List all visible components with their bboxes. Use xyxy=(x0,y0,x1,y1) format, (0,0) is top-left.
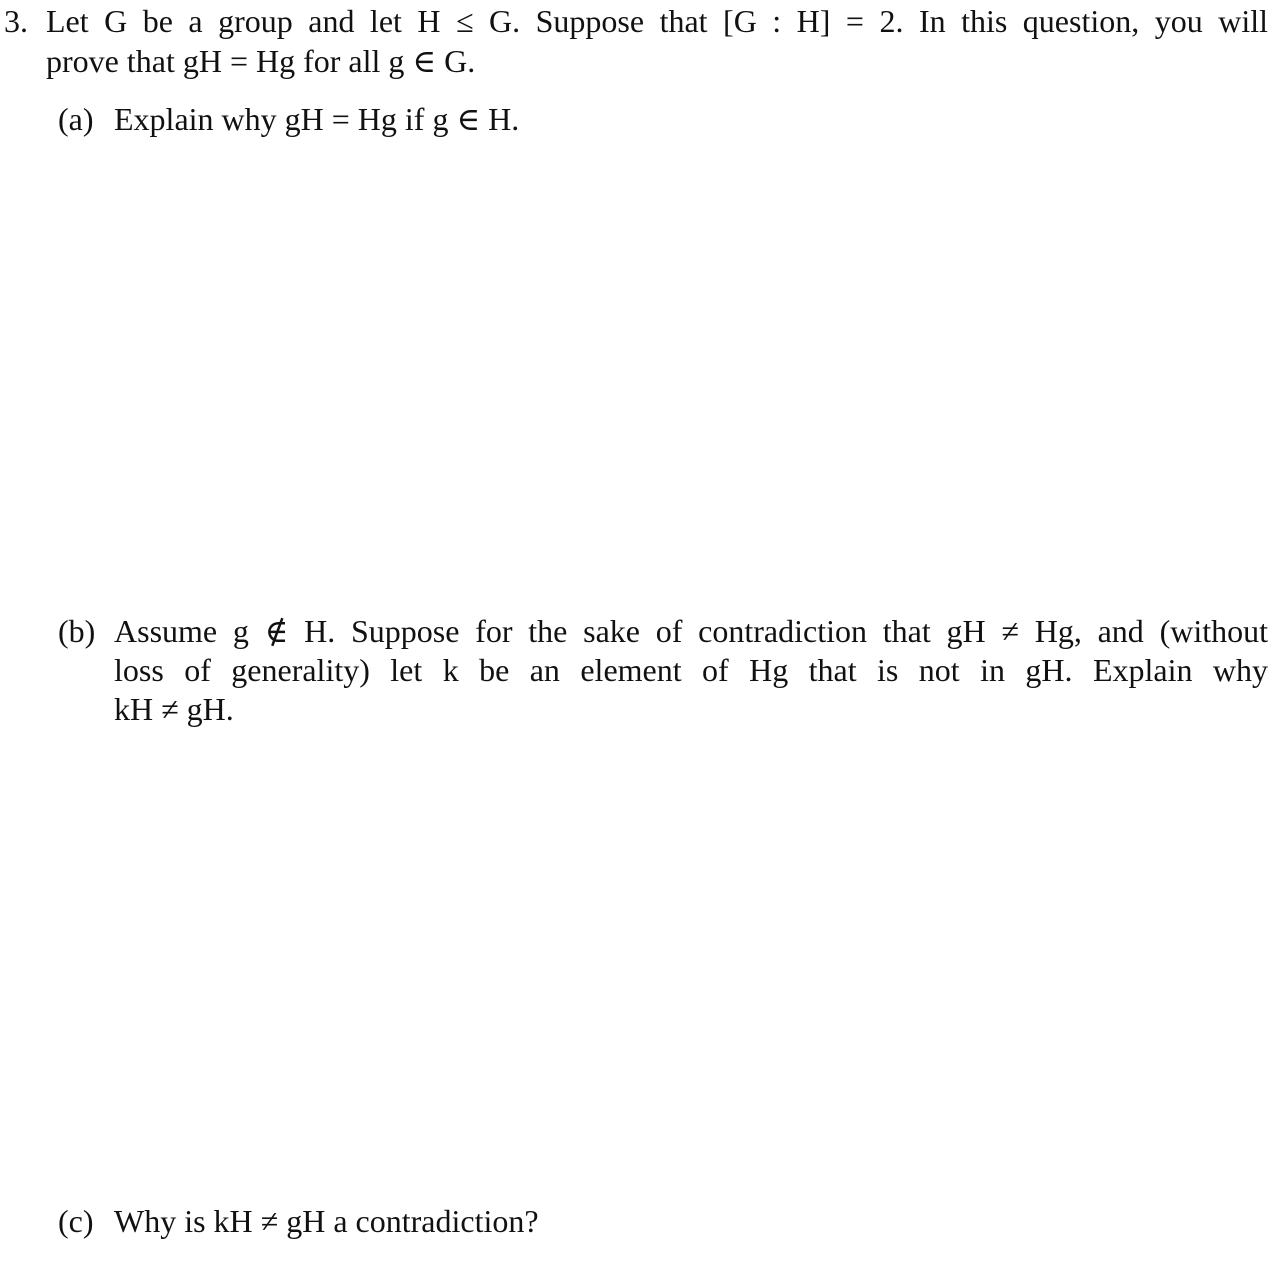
part-a-text: Explain why gH = Hg if g ∈ H. xyxy=(114,101,520,137)
question-stem-line-1: Let G be a group and let H ≤ G. Suppose that [G : H] = 2. In this question, you will xyxy=(46,3,1268,39)
part-b-text-line-1: Assume g ∉ H. Suppose for the sake of contradiction that gH ≠ Hg, and (without xyxy=(114,613,1268,649)
question-number: 3. xyxy=(4,3,28,39)
part-a-label: (a) xyxy=(58,101,94,137)
part-b-label: (b) xyxy=(58,613,96,649)
part-b-text-line-3: kH ≠ gH. xyxy=(114,691,234,727)
part-c-label: (c) xyxy=(58,1203,94,1239)
question-stem-line-2: prove that gH = Hg for all g ∈ G. xyxy=(46,43,476,79)
part-c-text: Why is kH ≠ gH a contradiction? xyxy=(114,1203,539,1239)
part-b-text-line-2: loss of generality) let k be an element of Hg that is not in gH. Explain why xyxy=(114,652,1268,688)
